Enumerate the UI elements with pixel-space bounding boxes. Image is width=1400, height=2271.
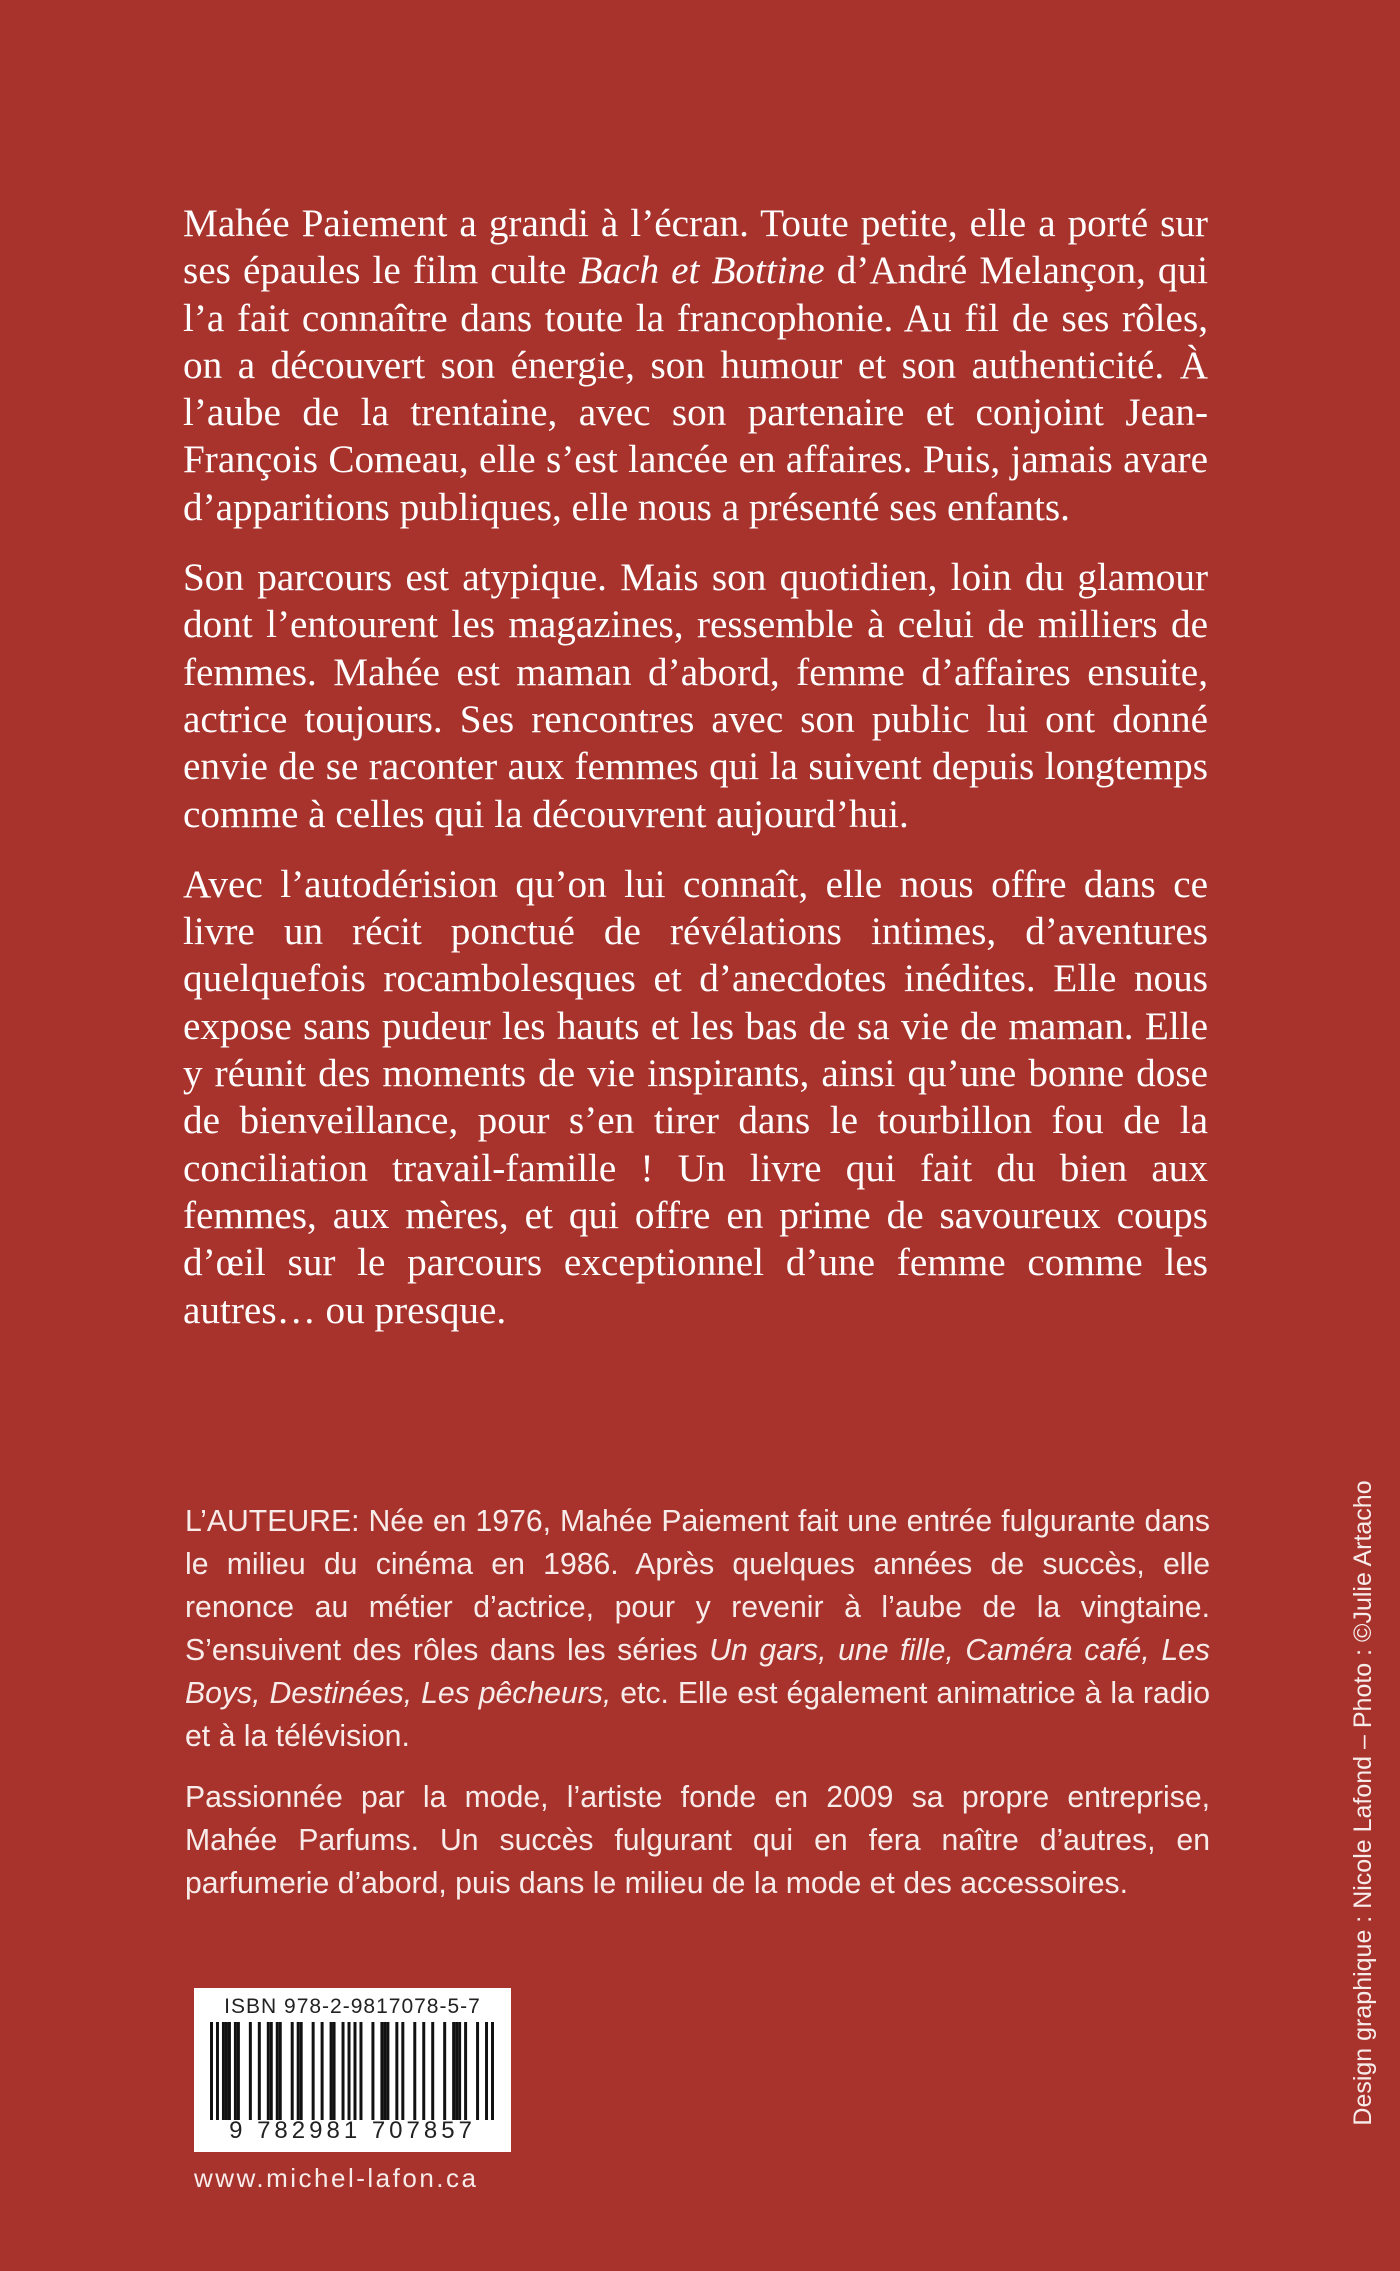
barcode-bar bbox=[321, 2022, 324, 2120]
design-photo-credit: Design graphique : Nicole Lafond – Photo : ©Julie Artacho bbox=[1349, 1480, 1377, 2126]
barcode-bar bbox=[443, 2022, 446, 2120]
barcode-bar bbox=[413, 2022, 416, 2120]
barcode-bar bbox=[333, 2022, 336, 2120]
barcode-bar bbox=[395, 2022, 398, 2120]
barcode-bar bbox=[228, 2022, 231, 2120]
barcode-digits: 9 782981 707857 bbox=[229, 2117, 476, 2144]
barcode-bar bbox=[422, 2022, 425, 2120]
isbn-number: ISBN 978-2-9817078-5-7 bbox=[224, 1995, 481, 2018]
barcode-bar bbox=[353, 2022, 356, 2120]
barcode-bar bbox=[386, 2022, 389, 2120]
barcode-bar bbox=[258, 2022, 261, 2120]
barcode-bar bbox=[348, 2022, 351, 2120]
barcode-bar bbox=[210, 2022, 213, 2120]
barcode-bar bbox=[312, 2022, 315, 2120]
barcode-bar bbox=[431, 2022, 434, 2120]
barcode-bar bbox=[455, 2022, 458, 2120]
barcode-bar bbox=[237, 2022, 240, 2120]
barcode-bar bbox=[458, 2022, 461, 2120]
film-title: Bach et Bottine bbox=[578, 249, 825, 293]
barcode-block bbox=[194, 1988, 511, 2152]
author-p1-start: L’AUTEURE: Née en 1976, Mahée Paiement fait une entrée fulgurante dans le milieu du cinéma en 1986. Après quelques années de succès, elle renonce au métier d’actrice, pour y revenir à l’aube de la vingtaine. S’ensuivent des rôles dans les séries bbox=[185, 1505, 1210, 1667]
barcode-bar bbox=[267, 2022, 270, 2120]
barcode-bar bbox=[249, 2022, 252, 2120]
barcode-bar bbox=[225, 2022, 228, 2120]
author-paragraph-2: Passionnée par la mode, l’artiste fonde en 2009 sa propre entreprise, Mahée Parfums. Un succès fulgurant qui en fera naître d’autres, en parfumerie d’abord, puis dans le milieu de la mode et des accessoires. bbox=[185, 1781, 1210, 1900]
blurb-paragraph-3: Avec l’autodérision qu’on lui connaît, elle nous offre dans ce livre un récit ponctué de révélations intimes, d’aventures quelquefois rocambolesques et d’anecdotes inédites. Elle nous expose sans pudeur les hauts et les bas de sa vie de maman. Elle y réunit des moments de vie inspirants, ainsi qu’une bonne dose de bienveillance, pour s’en tirer dans le tourbillon fou de la conciliation travail-famille ! Un livre qui fait du bien aux femmes, aux mères, et qui offre en prime de savoureux coups d’œil sur le parcours exceptionnel d’une femme comme les autres… ou presque. bbox=[183, 862, 1208, 1332]
blurb-paragraph-1 bbox=[183, 200, 1208, 531]
barcode-bar bbox=[300, 2022, 303, 2120]
barcode-bar bbox=[485, 2022, 488, 2120]
barcode-bar bbox=[359, 2022, 362, 2120]
barcode-bar bbox=[276, 2022, 279, 2120]
barcode-bar bbox=[452, 2022, 455, 2120]
barcode-bar bbox=[297, 2022, 300, 2120]
barcode-bar bbox=[383, 2022, 386, 2120]
blurb-p1-end: d’André Melançon, qui l’a fait connaître dans toute la francophonie. Au fil de ses rôles, on a découvert son énergie, son humour et son authenticité. À l’aube de la trentaine, avec son partenaire et conjoint Jean-François Comeau, elle s’est lancée en affaires. Puis, jamais avare d’apparitions publiques, elle nous a présenté ses enfants. bbox=[183, 249, 1208, 529]
author-bio bbox=[185, 1500, 1210, 1923]
barcode-bar bbox=[270, 2022, 273, 2120]
barcode-bar bbox=[476, 2022, 479, 2120]
barcode-bar bbox=[222, 2022, 225, 2120]
author-p1-end: etc. Elle est également animatrice à la radio et à la télévision. bbox=[185, 1677, 1210, 1753]
barcode-bar bbox=[216, 2022, 219, 2120]
blurb-text bbox=[183, 200, 1208, 1357]
barcode-bar bbox=[464, 2022, 467, 2120]
barcode-bar bbox=[491, 2022, 494, 2120]
barcode-bar bbox=[291, 2022, 294, 2120]
barcode-bar bbox=[371, 2022, 374, 2120]
barcode-bar bbox=[380, 2022, 383, 2120]
barcode-bar bbox=[279, 2022, 282, 2120]
publisher-website: www.michel-lafon.ca bbox=[194, 2163, 479, 2193]
series-titles: Un gars, une fille, Caméra café, Les Boys, Destinées, Les pêcheurs, bbox=[185, 1634, 1210, 1710]
barcode-bar bbox=[342, 2022, 345, 2120]
blurb-paragraph-2: Son parcours est atypique. Mais son quotidien, loin du glamour dont l’entourent les magazines, ressemble à celui de milliers de femmes. Mahée est maman d’abord, femme d’affaires ensuite, actrice toujours. Ses rencontres avec son public lui ont donné envie de se raconter aux femmes qui la suivent depuis longtemps comme à celles qui la découvrent aujourd’hui. bbox=[183, 556, 1208, 836]
blurb-p1-start: Mahée Paiement a grandi à l’écran. Toute petite, elle a porté sur ses épaules le film culte bbox=[183, 202, 1208, 293]
barcode-bar bbox=[234, 2022, 237, 2120]
barcode-bar bbox=[330, 2022, 333, 2120]
barcode-graphic bbox=[210, 2022, 494, 2120]
barcode-bar bbox=[401, 2022, 404, 2120]
author-paragraph-1 bbox=[185, 1500, 1210, 1758]
